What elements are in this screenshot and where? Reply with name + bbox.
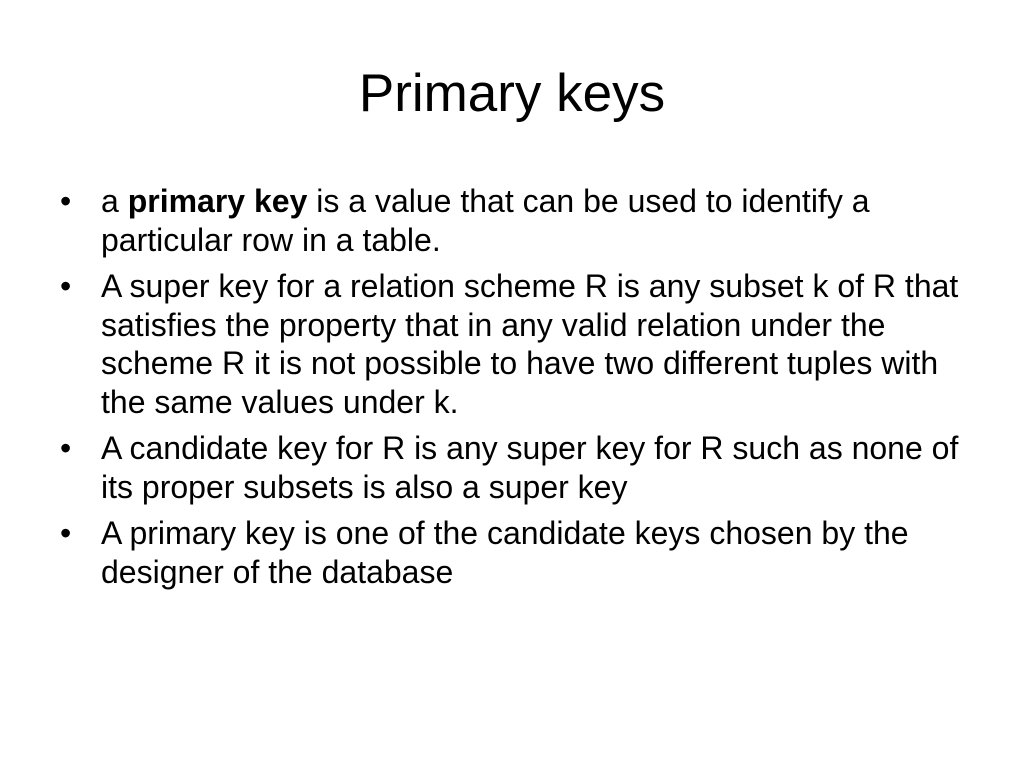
slide-title: Primary keys [358, 64, 666, 123]
bullet-text: A primary key is one of the candidate keys chosen by the designer of the database [101, 515, 909, 590]
bullet-marker: • [60, 183, 72, 219]
bullet-item-candidate-key [60, 429, 960, 506]
bullet-marker: • [60, 515, 72, 551]
bullet-list [60, 182, 960, 599]
bullet-item-chosen-primary-key [60, 514, 960, 591]
bullet-marker: • [60, 268, 72, 304]
bullet-text-prefix: a [101, 183, 128, 219]
bullet-item-super-key [60, 267, 960, 421]
bullet-text: A super key for a relation scheme R is any subset k of R that satisfies the property that in any valid relation under the scheme R it is not possible to have two different tuples with the same values under k. [101, 268, 959, 420]
bullet-marker: • [60, 430, 72, 466]
bullet-item-primary-key [60, 182, 960, 259]
bullet-text-suffix: is a value that can be used to identify a particular row in a table. [101, 183, 870, 258]
bullet-bold-term: primary key [127, 183, 308, 219]
bullet-text: A candidate key for R is any super key for R such as none of its proper subsets is also a super key [101, 430, 959, 505]
